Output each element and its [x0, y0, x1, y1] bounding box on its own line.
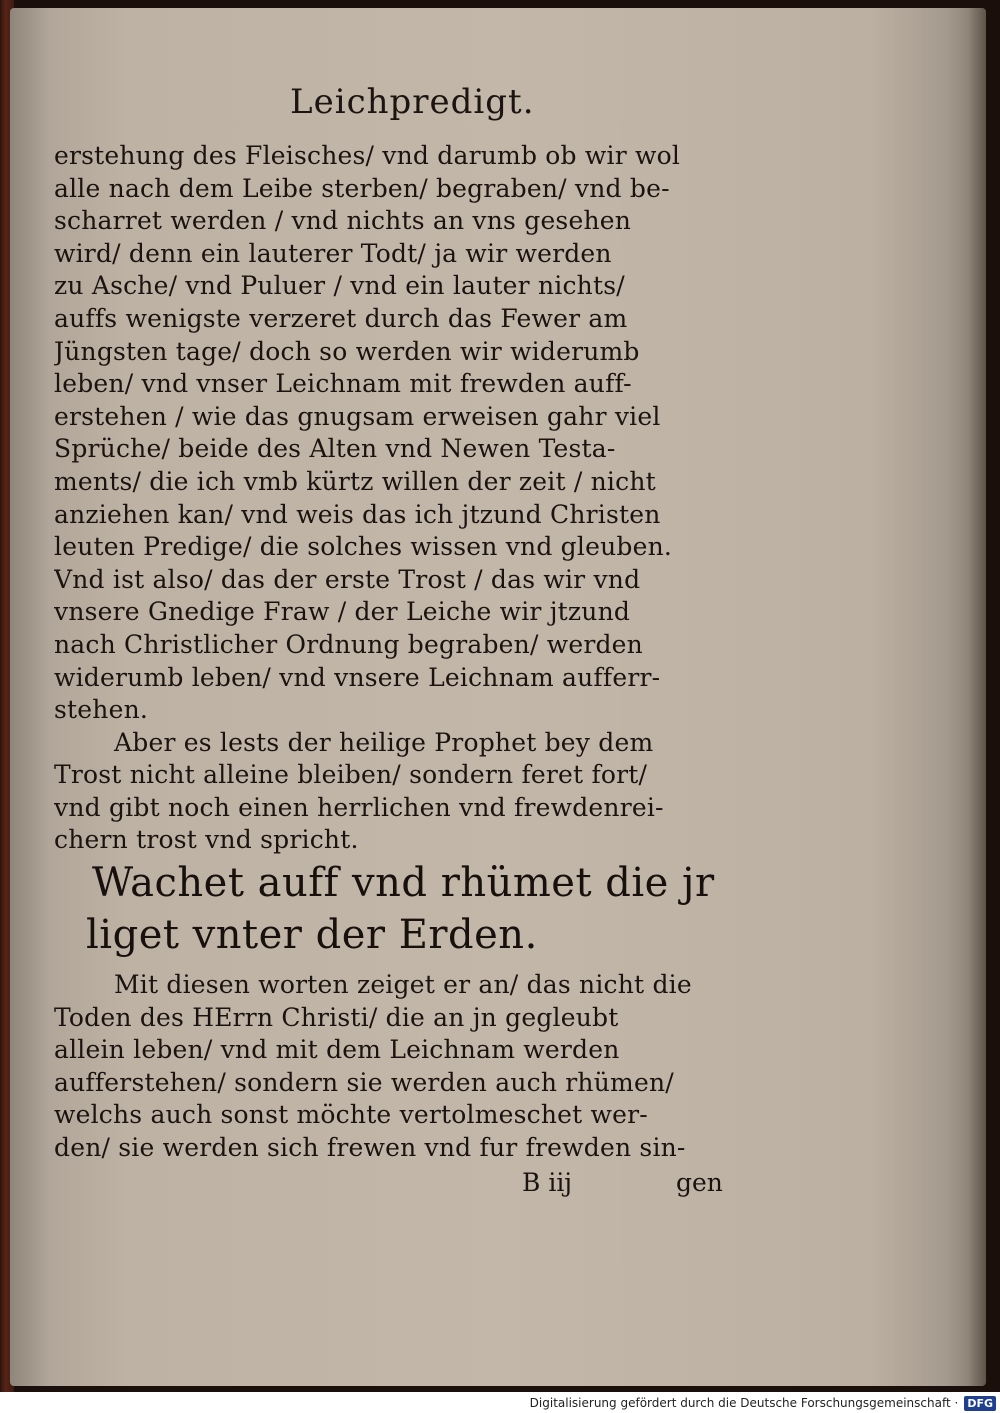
running-head: Leichpredigt. — [290, 82, 535, 122]
text-line: vnd gibt noch einen herrlichen vnd frewdenrei- — [54, 792, 664, 822]
text-line: ments/ die ich vmb kürtz willen der zeit / nicht — [54, 466, 656, 496]
text-line: erstehung des Fleisches/ vnd darumb ob wir wol — [54, 141, 681, 170]
page-edge-shadow — [968, 8, 986, 1386]
text-line: leben/ vnd vnser Leichnam mit frewden auff- — [54, 369, 632, 399]
page-text — [54, 140, 744, 1165]
signature-mark: B iij — [522, 1168, 573, 1197]
text-line: vnsere Gnedige Fraw / der Leiche wir jtzund — [54, 597, 631, 627]
text-line: Jüngsten tage/ doch so werden wir widerumb — [54, 336, 640, 366]
text-line: Aber es lests der heilige Prophet bey dem — [114, 727, 654, 757]
text-line: den/ sie werden sich frewen vnd fur frewden sin- — [54, 1133, 686, 1163]
text-line: Trost nicht alleine bleiben/ sondern feret fort/ — [54, 760, 648, 790]
catchword: gen — [676, 1168, 723, 1197]
dfg-logo: DFG — [964, 1396, 996, 1411]
text-line: Mit diesen worten zeiget er an/ das nicht die — [114, 970, 692, 1000]
text-line: erstehen / wie das gnugsam erweisen gahr viel — [54, 401, 661, 431]
text-line: chern trost vnd spricht. — [54, 825, 359, 855]
text-line: widerumb leben/ vnd vnsere Leichnam aufferr- — [54, 662, 661, 692]
text-line: scharret werden / vnd nichts an vns gesehen — [54, 206, 632, 236]
text-line: auffs wenigste verzeret durch das Fewer am — [54, 303, 628, 333]
credit-text: Digitalisierung gefördert durch die Deutsche Forschungsgemeinschaft · — [529, 1396, 959, 1410]
text-line: allein leben/ vnd mit dem Leichnam werden — [54, 1035, 620, 1065]
text-line: leuten Predige/ die solches wissen vnd gleuben. — [54, 532, 673, 562]
text-line: Sprüche/ beide des Alten vnd Newen Testa- — [54, 434, 616, 464]
text-line: welchs auch sonst möchte vertolmeschet wer- — [54, 1100, 648, 1130]
page-footer — [0, 1168, 760, 1204]
text-line: stehen. — [54, 695, 149, 725]
text-line: nach Christlicher Ordnung begraben/ werden — [54, 629, 643, 659]
text-line: Toden des HErrn Christi/ die an jn gegleubt — [54, 1002, 619, 1032]
text-line: aufferstehen/ sondern sie werden auch rhümen/ — [54, 1067, 674, 1097]
text-line: anziehen kan/ vnd weis das ich jtzund Christen — [54, 499, 661, 529]
text-line: zu Asche/ vnd Puluer / vnd ein lauter nichts/ — [54, 271, 625, 301]
text-line: Vnd ist also/ das der erste Trost / das wir vnd — [54, 564, 641, 594]
text-line: alle nach dem Leibe sterben/ begraben/ vnd be- — [54, 173, 670, 203]
funding-credit — [530, 1393, 1000, 1413]
scripture-heading: liget vnter der Erden. — [86, 912, 538, 959]
scripture-heading: Wachet auff vnd rhümet die jr — [92, 860, 715, 907]
text-line: wird/ denn ein lauterer Todt/ ja wir werden — [54, 238, 612, 268]
